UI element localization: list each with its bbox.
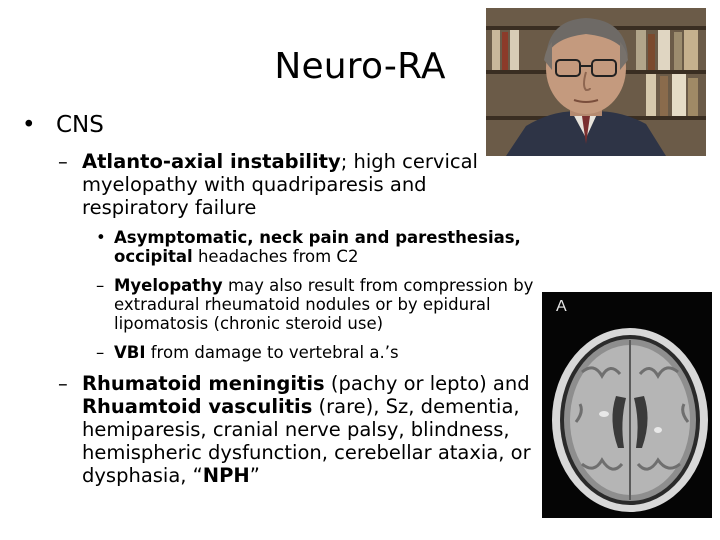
sub3-rest: from damage to vertebral a.’s: [145, 343, 399, 362]
item2-end: ”: [249, 464, 260, 487]
item-asymptomatic: [96, 228, 536, 266]
mri-label: A: [556, 298, 567, 315]
item1-rest: ; high cervical myelopathy with quadriparesis and respiratory failure: [82, 150, 478, 219]
bullet-marker: •: [22, 112, 36, 138]
sub2-rest: may also result from compression by extradural rheumatoid nodules or by epidural lipomatosis (chronic steroid use): [114, 276, 534, 333]
item1-bold: Atlanto-axial instability: [82, 150, 341, 173]
sub3-bold: VBI: [114, 343, 146, 362]
sub1-bold: Asymptomatic, neck pain and paresthesias, occipital: [114, 228, 521, 266]
item2-bold2: Rhuamtoid vasculitis: [82, 395, 313, 418]
sub1-rest: headaches from C2: [192, 247, 359, 266]
dash-marker: –: [96, 343, 105, 362]
item2-bold1: Rhumatoid meningitis: [82, 372, 325, 395]
dash-marker: –: [58, 150, 68, 173]
item-vbi: [96, 343, 536, 362]
item-rheumatoid-meningitis: [58, 372, 536, 487]
dash-marker: –: [58, 372, 68, 395]
dash-marker: –: [96, 276, 105, 295]
item-myelopathy: [96, 276, 536, 333]
slide-title: Neuro-RA: [274, 46, 446, 87]
mri-brain-image: [542, 292, 712, 518]
item2-mid2: (rare), Sz, dementia, hemiparesis, cranial nerve palsy, blindness, hemispheric dysfunction, cerebellar ataxia, or dysphasia, “: [82, 395, 531, 487]
cns-label: CNS: [56, 112, 104, 138]
sub2-bold: Myelopathy: [114, 276, 223, 295]
item2-mid1: (pachy or lepto) and: [324, 372, 530, 395]
bullet-marker: •: [96, 228, 106, 247]
item2-bold3: NPH: [202, 464, 250, 487]
portrait-photo: [486, 8, 706, 156]
bullet-cns: [22, 113, 104, 137]
item-atlanto-axial: [58, 150, 488, 219]
